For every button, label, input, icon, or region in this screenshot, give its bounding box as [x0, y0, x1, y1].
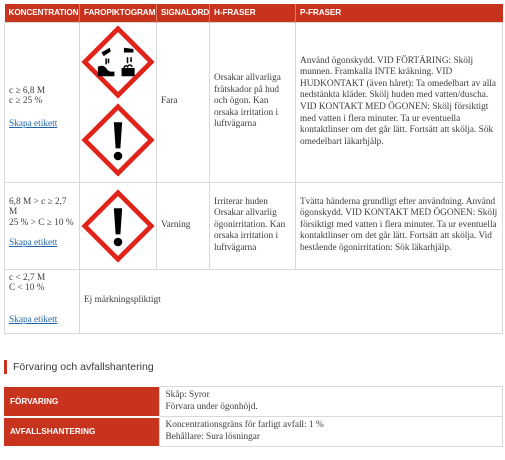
signal-word-cell: Fara: [157, 22, 210, 182]
disposal-line: Behållare: Sura lösningar: [165, 431, 260, 442]
concentration-cell: [5, 269, 80, 333]
exclamation-icon: [80, 188, 156, 264]
storage-row: [4, 387, 502, 417]
hazard-classification-table: [4, 4, 503, 334]
header-p-phrases: P-FRASER: [296, 4, 503, 22]
concentration-cell: [5, 182, 80, 269]
concentration-percent: c ≥ 25 %: [9, 96, 43, 106]
concentration-cell: [5, 22, 80, 182]
section-title: Förvaring och avfallshantering: [13, 361, 154, 373]
create-label-link[interactable]: Skapa etikett: [9, 237, 58, 248]
storage-line: Förvara under ögonhöjd.: [165, 401, 258, 412]
concentration-percent: C < 10 %: [9, 283, 45, 293]
not-labeling-required-note: Ej märkningspliktigt: [80, 269, 210, 333]
corrosion-icon: [80, 24, 156, 100]
table-row: [5, 182, 503, 269]
exclamation-icon: [80, 102, 156, 178]
signal-word-cell: Varning: [157, 182, 210, 269]
table-row: [5, 22, 503, 182]
pictogram-cell: [80, 182, 157, 269]
pictogram-cell: [80, 22, 157, 182]
storage-label: FÖRVARING: [4, 387, 159, 417]
h-phrases-cell: Orsakar allvarliga frätskador på hud och ögon. Kan orsaka irritation i luftvägarna: [210, 22, 296, 182]
header-pictogram: FAROPIKTOGRAM: [80, 4, 157, 22]
header-signal-word: SIGNALORD: [157, 4, 210, 22]
concentration-molar: c < 2,7 M: [9, 272, 46, 283]
storage-value: [159, 387, 502, 417]
empty-cell: [210, 269, 503, 333]
disposal-label: AVFALLSHANTERING: [4, 417, 159, 447]
table-row: [5, 269, 503, 333]
create-label-link[interactable]: Skapa etikett: [9, 118, 58, 129]
p-phrases-cell: Tvätta händerna grundligt efter användning. Använd ögonskydd. VID KONTAKT MED ÖGONEN: Skölj försiktigt med vatten i flera minuter. Ta ur eventuella kontaktlinser om det går lätt. Fortsätt att skölja. Vid bestående ögonirritation: Sök läkarhjälp.: [296, 182, 503, 269]
header-concentration: KONCENTRATION: [5, 4, 80, 22]
disposal-line: Koncentrationsgräns för farligt avfall: 1 %: [165, 420, 324, 430]
header-h-phrases: H-FRASER: [210, 4, 296, 22]
disposal-value: [159, 417, 502, 447]
storage-section-heading: [4, 360, 154, 374]
concentration-percent: 25 % > C ≥ 10 %: [9, 217, 74, 228]
concentration-molar: 6,8 M > c ≥ 2,7 M: [9, 196, 67, 218]
h-phrases-cell: Irriterar huden Orsakar allvarlig ögonirritation. Kan orsaka irritation i luftvägarna: [210, 182, 296, 269]
disposal-row: [4, 417, 502, 447]
concentration-molar: c ≥ 6,8 M: [9, 85, 46, 96]
storage-disposal-table: [4, 386, 503, 448]
p-phrases-cell: Använd ögonskydd. VID FÖRTÄRING: Skölj munnen. Framkalla INTE kräkning. VID HUDKONTAKT (även håret): Ta omedelbart av alla nedstänkta kläder. Skölj huden med vatten/duscha. VID KONTAKT MED ÖGONEN: Skölj försiktigt med vatten i flera minuter. Ta ur eventuella kontaktlinser om det går lätt. Fortsätt att skölja. Sök omedelbart läkarhjälp.: [296, 22, 503, 182]
storage-line: Skåp: Syror: [165, 390, 210, 400]
section-accent-bar: [4, 360, 7, 374]
create-label-link[interactable]: Skapa etikett: [9, 314, 58, 325]
table-header-row: [5, 4, 503, 22]
